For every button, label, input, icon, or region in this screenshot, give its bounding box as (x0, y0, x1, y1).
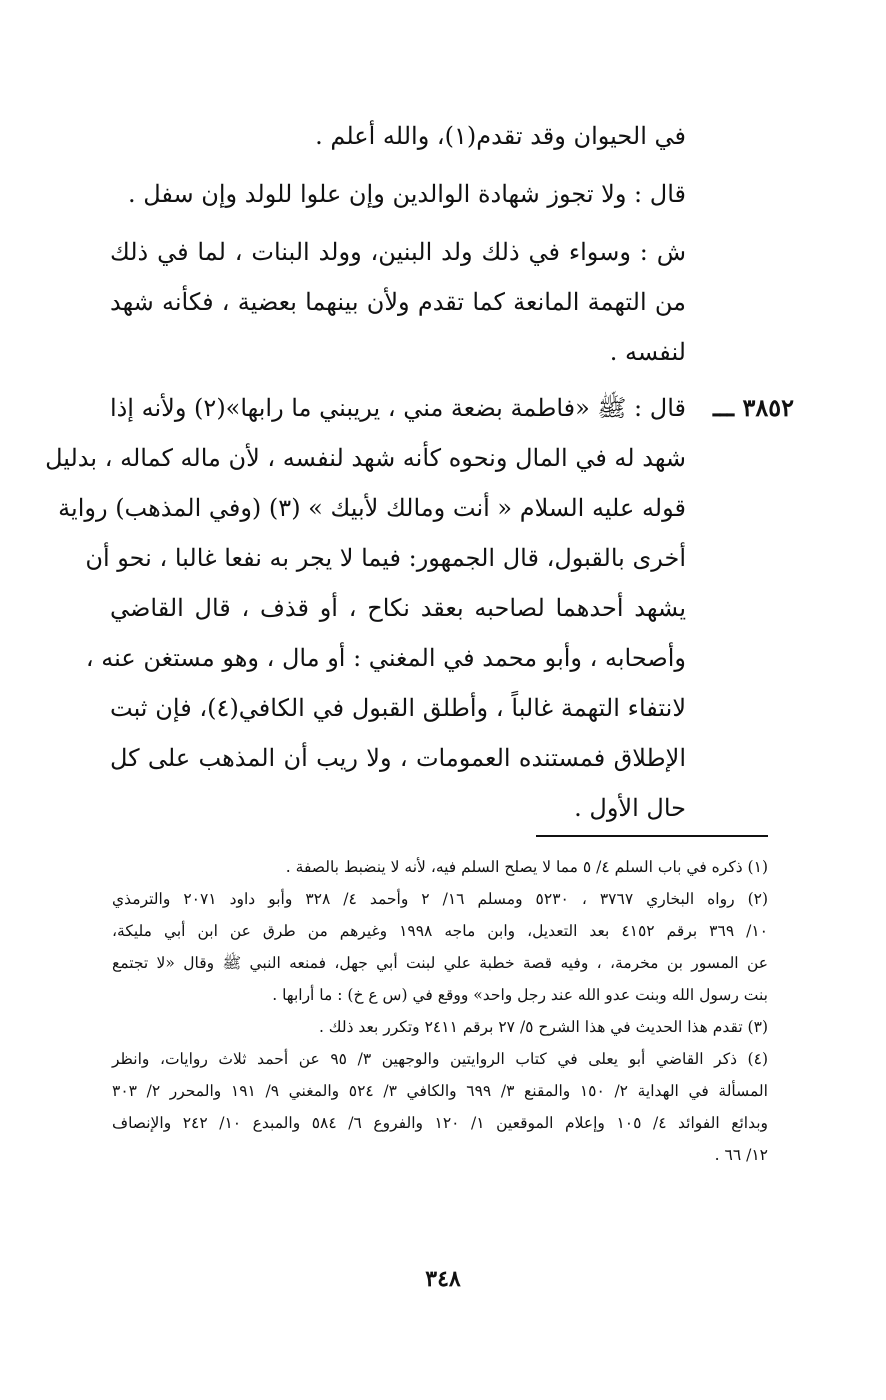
footnote-line: (٣) تقدم هذا الحديث في هذا الشرح ٥/ ٢٧ برقم ٢٤١١ وتكرر بعد ذلك . (318, 1018, 768, 1036)
footnote-line: بنت رسول الله وبنت عدو الله عند رجل واحد» ووقع في (س ع خ) : ما أرابها . (272, 986, 768, 1004)
body-line: في الحيوان وقد تقدم(١)، والله أعلم . (315, 122, 686, 150)
footnote-line: (١) ذكره في باب السلم ٤/ ٥ مما لا يصلح السلم فيه، لأنه لا ينضبط بالصفة . (285, 858, 768, 876)
footnote-line: المسألة في الهداية ٢/ ١٥٠ والمقنع ٣/ ٦٩٩ والكافي ٣/ ٥٢٤ والمغني ٩/ ١٩١ والمحرر ٢/ ٣٠٣ (112, 1082, 768, 1100)
body-line: أخرى بالقبول، قال الجمهور: فيما لا يجر به نفعا غالبا ، نحو أن (85, 544, 686, 572)
footnote-line: وبدائع الفوائد ٤/ ١٠٥ وإعلام الموقعين ١/ ١٢٠ والفروع ٦/ ٥٨٤ والمبدع ١٠/ ٢٤٢ والإنصاف (112, 1114, 769, 1132)
body-line: لانتفاء التهمة غالباً ، وأطلق القبول في الكافي(٤)، فإن ثبت (110, 694, 687, 722)
footnote-line: عن المسور بن مخرمة، ، وفيه قصة خطبة علي لبنت أبي جهل، فمنعه النبي ﷺ وقال «لا تجتمع (112, 954, 768, 972)
footnote-line: ١٠/ ٣٦٩ برقم ٤١٥٢ بعد التعديل، وابن ماجه ١٩٩٨ وغيرهم من طرق عن ابن أبي مليكة، (112, 922, 768, 940)
body-line: الإطلاق فمستنده العمومات ، ولا ريب أن المذهب على كل (110, 744, 686, 772)
body-line: من التهمة المانعة كما تقدم ولأن بينهما بعضية ، فكأنه شهد (110, 288, 686, 316)
body-line: حال الأول . (574, 794, 686, 822)
paragraph-number: ٣٨٥٢ ـــ (712, 393, 794, 422)
body-line: قال : ولا تجوز شهادة الوالدين وإن علوا للولد وإن سفل . (127, 180, 686, 208)
footnote-line: (٤) ذكر القاضي أبو يعلى في كتاب الروايتين والوجهين ٣/ ٩٥ عن أحمد ثلاث روايات، وانظر (112, 1050, 768, 1068)
body-line: ش : وسواء في ذلك ولد البنين، وولد البنات ، لما في ذلك (110, 238, 686, 266)
body-line: لنفسه . (609, 338, 686, 366)
body-line: قال : ﷺ «فاطمة بضعة مني ، يريبني ما رابها»(٢) ولأنه إذا (109, 394, 686, 422)
page-number: ٣٤٨ (425, 1266, 461, 1292)
footnote-line: (٢) رواه البخاري ٣٧٦٧ ، ٥٢٣٠ ومسلم ١٦/ ٢ وأحمد ٤/ ٣٢٨ وأبو داود ٢٠٧١ والترمذي (112, 890, 769, 908)
body-line: قوله عليه السلام « أنت ومالك لأبيك » (٣) (وفي المذهب) رواية (58, 494, 686, 522)
footnote-line: ١٢/ ٦٦ . (714, 1146, 768, 1164)
body-line: يشهد أحدهما لصاحبه بعقد نكاح ، أو قذف ، قال القاضي (110, 594, 686, 622)
footnote-separator (536, 835, 768, 837)
body-line: شهد له في المال ونحوه كأنه شهد لنفسه ، لأن ماله كماله ، بدليل (45, 444, 686, 472)
body-line: وأصحابه ، وأبو محمد في المغني : أو مال ، وهو مستغن عنه ، (85, 644, 686, 672)
